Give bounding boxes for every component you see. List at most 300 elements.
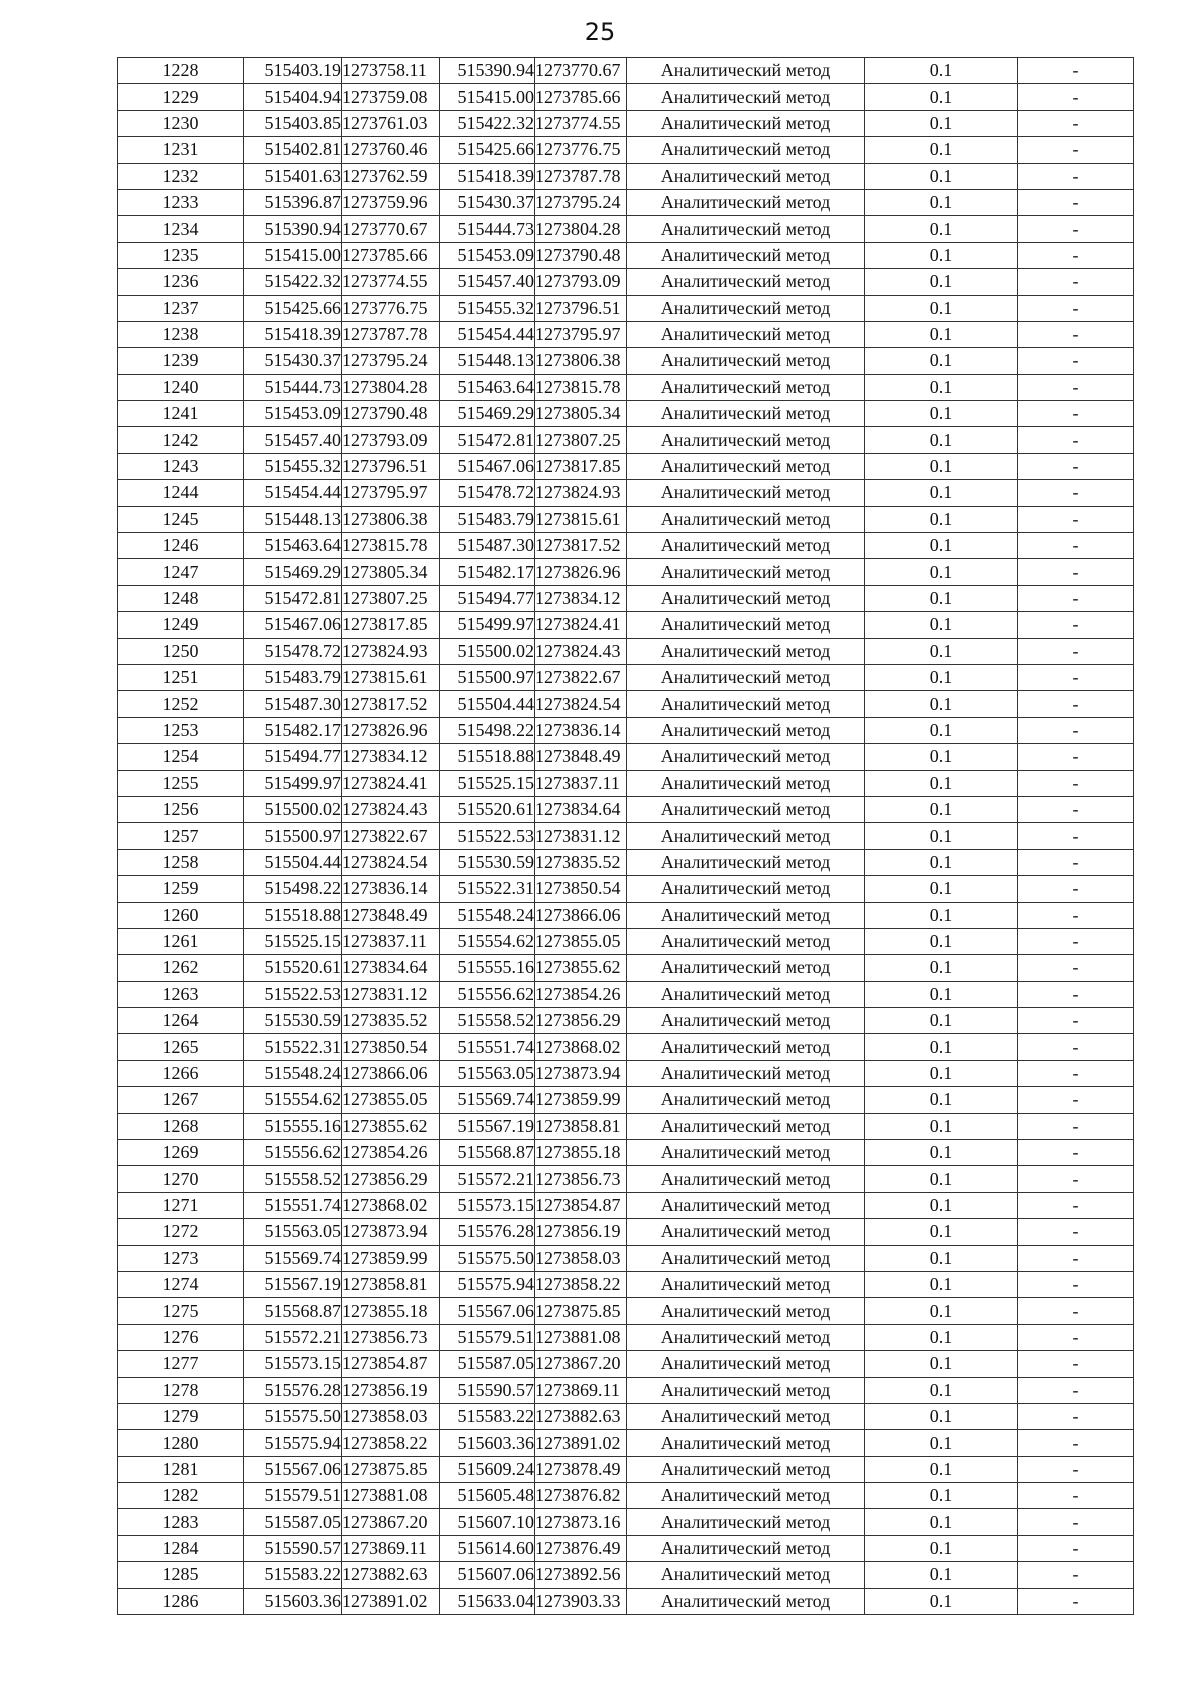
- cell-point-number: 1239: [118, 348, 244, 374]
- cell-y-start: 1273807.25: [342, 585, 440, 611]
- cell-x-end: 515467.06: [440, 453, 535, 479]
- table-row: [118, 1588, 1134, 1614]
- cell-y-start: 1273817.85: [342, 612, 440, 638]
- table-row: [118, 1535, 1134, 1561]
- cell-point-number: 1274: [118, 1271, 244, 1297]
- cell-method: Аналитический метод: [627, 1034, 865, 1060]
- table-row: [118, 1324, 1134, 1350]
- cell-accuracy: 0.1: [865, 480, 1018, 506]
- cell-y-end: 1273858.03: [535, 1245, 627, 1271]
- cell-y-end: 1273824.41: [535, 612, 627, 638]
- cell-point-number: 1229: [118, 84, 244, 110]
- table-row: [118, 1377, 1134, 1403]
- cell-x-start: 515469.29: [244, 559, 342, 585]
- cell-y-end: 1273835.52: [535, 849, 627, 875]
- cell-method: Аналитический метод: [627, 876, 865, 902]
- cell-point-number: 1276: [118, 1324, 244, 1350]
- cell-accuracy: 0.1: [865, 928, 1018, 954]
- table-row: [118, 1008, 1134, 1034]
- cell-x-start: 515467.06: [244, 612, 342, 638]
- cell-y-end: 1273826.96: [535, 559, 627, 585]
- cell-x-end: 515555.16: [440, 955, 535, 981]
- cell-accuracy: 0.1: [865, 1034, 1018, 1060]
- cell-x-end: 515415.00: [440, 84, 535, 110]
- cell-y-start: 1273855.62: [342, 1113, 440, 1139]
- table-row: [118, 163, 1134, 189]
- cell-method: Аналитический метод: [627, 110, 865, 136]
- table-row: [118, 1430, 1134, 1456]
- cell-y-start: 1273835.52: [342, 1008, 440, 1034]
- cell-x-start: 515583.22: [244, 1562, 342, 1588]
- cell-y-end: 1273856.19: [535, 1219, 627, 1245]
- cell-x-start: 515425.66: [244, 295, 342, 321]
- cell-accuracy: 0.1: [865, 876, 1018, 902]
- cell-method: Аналитический метод: [627, 269, 865, 295]
- cell-note: -: [1018, 638, 1134, 664]
- cell-x-start: 515494.77: [244, 744, 342, 770]
- cell-method: Аналитический метод: [627, 1192, 865, 1218]
- table-row: [118, 1192, 1134, 1218]
- cell-y-start: 1273858.22: [342, 1430, 440, 1456]
- cell-x-start: 515499.97: [244, 770, 342, 796]
- cell-accuracy: 0.1: [865, 1060, 1018, 1086]
- cell-point-number: 1228: [118, 58, 244, 84]
- cell-y-start: 1273824.93: [342, 638, 440, 664]
- cell-x-start: 515569.74: [244, 1245, 342, 1271]
- cell-y-end: 1273858.22: [535, 1271, 627, 1297]
- cell-x-start: 515518.88: [244, 902, 342, 928]
- table-row: [118, 1166, 1134, 1192]
- cell-y-end: 1273873.94: [535, 1060, 627, 1086]
- table-row: [118, 1271, 1134, 1297]
- cell-y-start: 1273873.94: [342, 1219, 440, 1245]
- cell-method: Аналитический метод: [627, 1140, 865, 1166]
- cell-note: -: [1018, 216, 1134, 242]
- cell-accuracy: 0.1: [865, 1324, 1018, 1350]
- table-row: [118, 770, 1134, 796]
- cell-note: -: [1018, 1113, 1134, 1139]
- cell-method: Аналитический метод: [627, 1245, 865, 1271]
- cell-accuracy: 0.1: [865, 1351, 1018, 1377]
- table-row: [118, 1403, 1134, 1429]
- cell-note: -: [1018, 1588, 1134, 1614]
- table-row: [118, 137, 1134, 163]
- cell-method: Аналитический метод: [627, 1060, 865, 1086]
- cell-accuracy: 0.1: [865, 1483, 1018, 1509]
- table-row: [118, 216, 1134, 242]
- cell-x-start: 515522.31: [244, 1034, 342, 1060]
- cell-point-number: 1255: [118, 770, 244, 796]
- cell-note: -: [1018, 374, 1134, 400]
- cell-x-start: 515404.94: [244, 84, 342, 110]
- cell-x-start: 515500.02: [244, 796, 342, 822]
- cell-y-end: 1273858.81: [535, 1113, 627, 1139]
- cell-accuracy: 0.1: [865, 1087, 1018, 1113]
- cell-accuracy: 0.1: [865, 1166, 1018, 1192]
- cell-y-end: 1273807.25: [535, 427, 627, 453]
- table-row: [118, 401, 1134, 427]
- cell-y-end: 1273804.28: [535, 216, 627, 242]
- cell-y-start: 1273824.41: [342, 770, 440, 796]
- cell-y-end: 1273774.55: [535, 110, 627, 136]
- cell-x-start: 515430.37: [244, 348, 342, 374]
- cell-y-end: 1273892.56: [535, 1562, 627, 1588]
- cell-x-end: 515558.52: [440, 1008, 535, 1034]
- cell-x-start: 515455.32: [244, 453, 342, 479]
- cell-point-number: 1232: [118, 163, 244, 189]
- cell-y-end: 1273785.66: [535, 84, 627, 110]
- cell-y-start: 1273834.64: [342, 955, 440, 981]
- cell-point-number: 1257: [118, 823, 244, 849]
- table-row: [118, 559, 1134, 585]
- cell-y-end: 1273795.97: [535, 321, 627, 347]
- cell-point-number: 1246: [118, 533, 244, 559]
- cell-x-start: 515568.87: [244, 1298, 342, 1324]
- cell-method: Аналитический метод: [627, 453, 865, 479]
- cell-x-end: 515430.37: [440, 189, 535, 215]
- cell-x-start: 515572.21: [244, 1324, 342, 1350]
- cell-note: -: [1018, 876, 1134, 902]
- cell-point-number: 1267: [118, 1087, 244, 1113]
- cell-method: Аналитический метод: [627, 744, 865, 770]
- cell-note: -: [1018, 189, 1134, 215]
- table-row: [118, 1509, 1134, 1535]
- cell-accuracy: 0.1: [865, 1456, 1018, 1482]
- cell-point-number: 1242: [118, 427, 244, 453]
- cell-x-end: 515520.61: [440, 796, 535, 822]
- cell-y-start: 1273867.20: [342, 1509, 440, 1535]
- cell-y-start: 1273776.75: [342, 295, 440, 321]
- cell-point-number: 1237: [118, 295, 244, 321]
- cell-note: -: [1018, 348, 1134, 374]
- cell-point-number: 1264: [118, 1008, 244, 1034]
- cell-point-number: 1254: [118, 744, 244, 770]
- table-row: [118, 928, 1134, 954]
- cell-y-end: 1273770.67: [535, 58, 627, 84]
- cell-x-end: 515448.13: [440, 348, 535, 374]
- cell-method: Аналитический метод: [627, 1456, 865, 1482]
- cell-note: -: [1018, 1430, 1134, 1456]
- cell-x-start: 515603.36: [244, 1588, 342, 1614]
- cell-point-number: 1280: [118, 1430, 244, 1456]
- cell-x-end: 515567.06: [440, 1298, 535, 1324]
- cell-y-end: 1273881.08: [535, 1324, 627, 1350]
- cell-point-number: 1268: [118, 1113, 244, 1139]
- cell-method: Аналитический метод: [627, 374, 865, 400]
- cell-note: -: [1018, 58, 1134, 84]
- cell-y-start: 1273793.09: [342, 427, 440, 453]
- table-row: [118, 348, 1134, 374]
- cell-point-number: 1236: [118, 269, 244, 295]
- cell-y-start: 1273795.97: [342, 480, 440, 506]
- cell-note: -: [1018, 1219, 1134, 1245]
- cell-point-number: 1282: [118, 1483, 244, 1509]
- cell-note: -: [1018, 1483, 1134, 1509]
- cell-point-number: 1278: [118, 1377, 244, 1403]
- table-row: [118, 427, 1134, 453]
- cell-method: Аналитический метод: [627, 295, 865, 321]
- cell-x-end: 515556.62: [440, 981, 535, 1007]
- cell-y-start: 1273882.63: [342, 1562, 440, 1588]
- cell-y-start: 1273858.81: [342, 1271, 440, 1297]
- cell-point-number: 1241: [118, 401, 244, 427]
- cell-point-number: 1248: [118, 585, 244, 611]
- cell-note: -: [1018, 1535, 1134, 1561]
- cell-method: Аналитический метод: [627, 612, 865, 638]
- cell-method: Аналитический метод: [627, 664, 865, 690]
- cell-x-end: 515554.62: [440, 928, 535, 954]
- cell-x-start: 515482.17: [244, 717, 342, 743]
- cell-y-start: 1273855.18: [342, 1298, 440, 1324]
- cell-note: -: [1018, 717, 1134, 743]
- cell-y-end: 1273815.78: [535, 374, 627, 400]
- table-row: [118, 717, 1134, 743]
- cell-x-start: 515418.39: [244, 321, 342, 347]
- cell-point-number: 1266: [118, 1060, 244, 1086]
- cell-accuracy: 0.1: [865, 374, 1018, 400]
- cell-point-number: 1234: [118, 216, 244, 242]
- cell-method: Аналитический метод: [627, 321, 865, 347]
- cell-point-number: 1245: [118, 506, 244, 532]
- cell-y-end: 1273855.05: [535, 928, 627, 954]
- cell-note: -: [1018, 1034, 1134, 1060]
- cell-note: -: [1018, 1271, 1134, 1297]
- cell-note: -: [1018, 928, 1134, 954]
- cell-point-number: 1277: [118, 1351, 244, 1377]
- cell-accuracy: 0.1: [865, 823, 1018, 849]
- cell-y-end: 1273848.49: [535, 744, 627, 770]
- cell-x-end: 515583.22: [440, 1403, 535, 1429]
- cell-accuracy: 0.1: [865, 612, 1018, 638]
- cell-y-start: 1273806.38: [342, 506, 440, 532]
- cell-y-start: 1273850.54: [342, 1034, 440, 1060]
- cell-x-start: 515590.57: [244, 1535, 342, 1561]
- cell-y-start: 1273785.66: [342, 242, 440, 268]
- cell-x-end: 515499.97: [440, 612, 535, 638]
- cell-x-start: 515575.50: [244, 1403, 342, 1429]
- cell-accuracy: 0.1: [865, 1509, 1018, 1535]
- cell-x-start: 515403.85: [244, 110, 342, 136]
- cell-y-end: 1273854.87: [535, 1192, 627, 1218]
- cell-y-start: 1273848.49: [342, 902, 440, 928]
- cell-x-start: 515579.51: [244, 1483, 342, 1509]
- cell-x-start: 515448.13: [244, 506, 342, 532]
- cell-x-end: 515607.10: [440, 1509, 535, 1535]
- cell-accuracy: 0.1: [865, 585, 1018, 611]
- cell-point-number: 1275: [118, 1298, 244, 1324]
- cell-point-number: 1270: [118, 1166, 244, 1192]
- cell-y-start: 1273831.12: [342, 981, 440, 1007]
- table-row: [118, 1351, 1134, 1377]
- cell-accuracy: 0.1: [865, 321, 1018, 347]
- cell-x-end: 515390.94: [440, 58, 535, 84]
- cell-x-start: 515587.05: [244, 1509, 342, 1535]
- cell-note: -: [1018, 1509, 1134, 1535]
- cell-x-end: 515567.19: [440, 1113, 535, 1139]
- page-number: 25: [584, 18, 616, 46]
- cell-y-start: 1273762.59: [342, 163, 440, 189]
- cell-method: Аналитический метод: [627, 506, 865, 532]
- cell-method: Аналитический метод: [627, 1219, 865, 1245]
- cell-accuracy: 0.1: [865, 1298, 1018, 1324]
- table-row: [118, 1219, 1134, 1245]
- cell-point-number: 1283: [118, 1509, 244, 1535]
- cell-y-start: 1273824.43: [342, 796, 440, 822]
- table-row: [118, 110, 1134, 136]
- cell-point-number: 1284: [118, 1535, 244, 1561]
- cell-method: Аналитический метод: [627, 955, 865, 981]
- cell-y-end: 1273805.34: [535, 401, 627, 427]
- cell-y-end: 1273776.75: [535, 137, 627, 163]
- cell-note: -: [1018, 242, 1134, 268]
- cell-x-start: 515556.62: [244, 1140, 342, 1166]
- cell-x-start: 515422.32: [244, 269, 342, 295]
- cell-x-start: 515567.19: [244, 1271, 342, 1297]
- cell-method: Аналитический метод: [627, 1271, 865, 1297]
- cell-x-end: 515551.74: [440, 1034, 535, 1060]
- table-row: [118, 480, 1134, 506]
- cell-point-number: 1249: [118, 612, 244, 638]
- cell-note: -: [1018, 427, 1134, 453]
- cell-x-start: 515453.09: [244, 401, 342, 427]
- cell-note: -: [1018, 401, 1134, 427]
- cell-y-start: 1273770.67: [342, 216, 440, 242]
- cell-x-end: 515504.44: [440, 691, 535, 717]
- cell-y-start: 1273805.34: [342, 559, 440, 585]
- cell-x-end: 515575.94: [440, 1271, 535, 1297]
- cell-x-end: 515472.81: [440, 427, 535, 453]
- cell-y-end: 1273867.20: [535, 1351, 627, 1377]
- cell-y-start: 1273758.11: [342, 58, 440, 84]
- cell-y-end: 1273824.93: [535, 480, 627, 506]
- cell-accuracy: 0.1: [865, 796, 1018, 822]
- cell-x-start: 515401.63: [244, 163, 342, 189]
- cell-note: -: [1018, 84, 1134, 110]
- cell-note: -: [1018, 480, 1134, 506]
- cell-x-start: 515573.15: [244, 1351, 342, 1377]
- cell-method: Аналитический метод: [627, 137, 865, 163]
- table-row: [118, 955, 1134, 981]
- cell-x-end: 515483.79: [440, 506, 535, 532]
- cell-note: -: [1018, 1087, 1134, 1113]
- cell-method: Аналитический метод: [627, 189, 865, 215]
- cell-note: -: [1018, 664, 1134, 690]
- cell-method: Аналитический метод: [627, 1298, 865, 1324]
- cell-y-end: 1273878.49: [535, 1456, 627, 1482]
- cell-x-start: 515444.73: [244, 374, 342, 400]
- cell-note: -: [1018, 1245, 1134, 1271]
- cell-accuracy: 0.1: [865, 1140, 1018, 1166]
- cell-x-end: 515444.73: [440, 216, 535, 242]
- cell-y-end: 1273855.18: [535, 1140, 627, 1166]
- cell-accuracy: 0.1: [865, 744, 1018, 770]
- table-row: [118, 1087, 1134, 1113]
- cell-y-end: 1273866.06: [535, 902, 627, 928]
- cell-y-end: 1273824.43: [535, 638, 627, 664]
- cell-x-start: 515563.05: [244, 1219, 342, 1245]
- cell-note: -: [1018, 163, 1134, 189]
- cell-note: -: [1018, 823, 1134, 849]
- cell-x-end: 515498.22: [440, 717, 535, 743]
- cell-accuracy: 0.1: [865, 137, 1018, 163]
- cell-point-number: 1256: [118, 796, 244, 822]
- cell-x-start: 515483.79: [244, 664, 342, 690]
- cell-note: -: [1018, 691, 1134, 717]
- cell-y-start: 1273796.51: [342, 453, 440, 479]
- cell-accuracy: 0.1: [865, 401, 1018, 427]
- cell-method: Аналитический метод: [627, 242, 865, 268]
- cell-x-end: 515607.06: [440, 1562, 535, 1588]
- cell-y-start: 1273859.99: [342, 1245, 440, 1271]
- cell-y-end: 1273837.11: [535, 770, 627, 796]
- cell-point-number: 1260: [118, 902, 244, 928]
- cell-method: Аналитический метод: [627, 1087, 865, 1113]
- cell-accuracy: 0.1: [865, 770, 1018, 796]
- cell-y-end: 1273856.29: [535, 1008, 627, 1034]
- table-row: [118, 691, 1134, 717]
- cell-method: Аналитический метод: [627, 480, 865, 506]
- cell-accuracy: 0.1: [865, 269, 1018, 295]
- table-row: [118, 664, 1134, 690]
- cell-y-start: 1273858.03: [342, 1403, 440, 1429]
- cell-note: -: [1018, 902, 1134, 928]
- cell-note: -: [1018, 744, 1134, 770]
- cell-accuracy: 0.1: [865, 691, 1018, 717]
- table-row: [118, 269, 1134, 295]
- cell-method: Аналитический метод: [627, 1351, 865, 1377]
- cell-x-end: 515518.88: [440, 744, 535, 770]
- cell-note: -: [1018, 1008, 1134, 1034]
- cell-x-end: 515500.97: [440, 664, 535, 690]
- cell-y-start: 1273760.46: [342, 137, 440, 163]
- cell-y-end: 1273854.26: [535, 981, 627, 1007]
- cell-x-end: 515548.24: [440, 902, 535, 928]
- cell-x-start: 515525.15: [244, 928, 342, 954]
- cell-point-number: 1244: [118, 480, 244, 506]
- cell-x-start: 515522.53: [244, 981, 342, 1007]
- cell-method: Аналитический метод: [627, 717, 865, 743]
- cell-y-start: 1273856.73: [342, 1324, 440, 1350]
- cell-x-end: 515587.05: [440, 1351, 535, 1377]
- cell-y-start: 1273824.54: [342, 849, 440, 875]
- cell-accuracy: 0.1: [865, 427, 1018, 453]
- cell-method: Аналитический метод: [627, 533, 865, 559]
- cell-x-start: 515567.06: [244, 1456, 342, 1482]
- cell-accuracy: 0.1: [865, 1219, 1018, 1245]
- cell-y-end: 1273806.38: [535, 348, 627, 374]
- table-row: [118, 1298, 1134, 1324]
- table-row: [118, 1245, 1134, 1271]
- cell-accuracy: 0.1: [865, 981, 1018, 1007]
- cell-y-start: 1273856.19: [342, 1377, 440, 1403]
- cell-accuracy: 0.1: [865, 955, 1018, 981]
- cell-x-start: 515558.52: [244, 1166, 342, 1192]
- cell-point-number: 1273: [118, 1245, 244, 1271]
- cell-accuracy: 0.1: [865, 1535, 1018, 1561]
- cell-note: -: [1018, 533, 1134, 559]
- cell-y-end: 1273790.48: [535, 242, 627, 268]
- cell-accuracy: 0.1: [865, 1192, 1018, 1218]
- table-row: [118, 849, 1134, 875]
- cell-x-start: 515555.16: [244, 1113, 342, 1139]
- cell-point-number: 1269: [118, 1140, 244, 1166]
- cell-x-end: 515418.39: [440, 163, 535, 189]
- cell-y-start: 1273815.78: [342, 533, 440, 559]
- cell-x-end: 515425.66: [440, 137, 535, 163]
- cell-point-number: 1238: [118, 321, 244, 347]
- cell-y-end: 1273787.78: [535, 163, 627, 189]
- cell-x-end: 515633.04: [440, 1588, 535, 1614]
